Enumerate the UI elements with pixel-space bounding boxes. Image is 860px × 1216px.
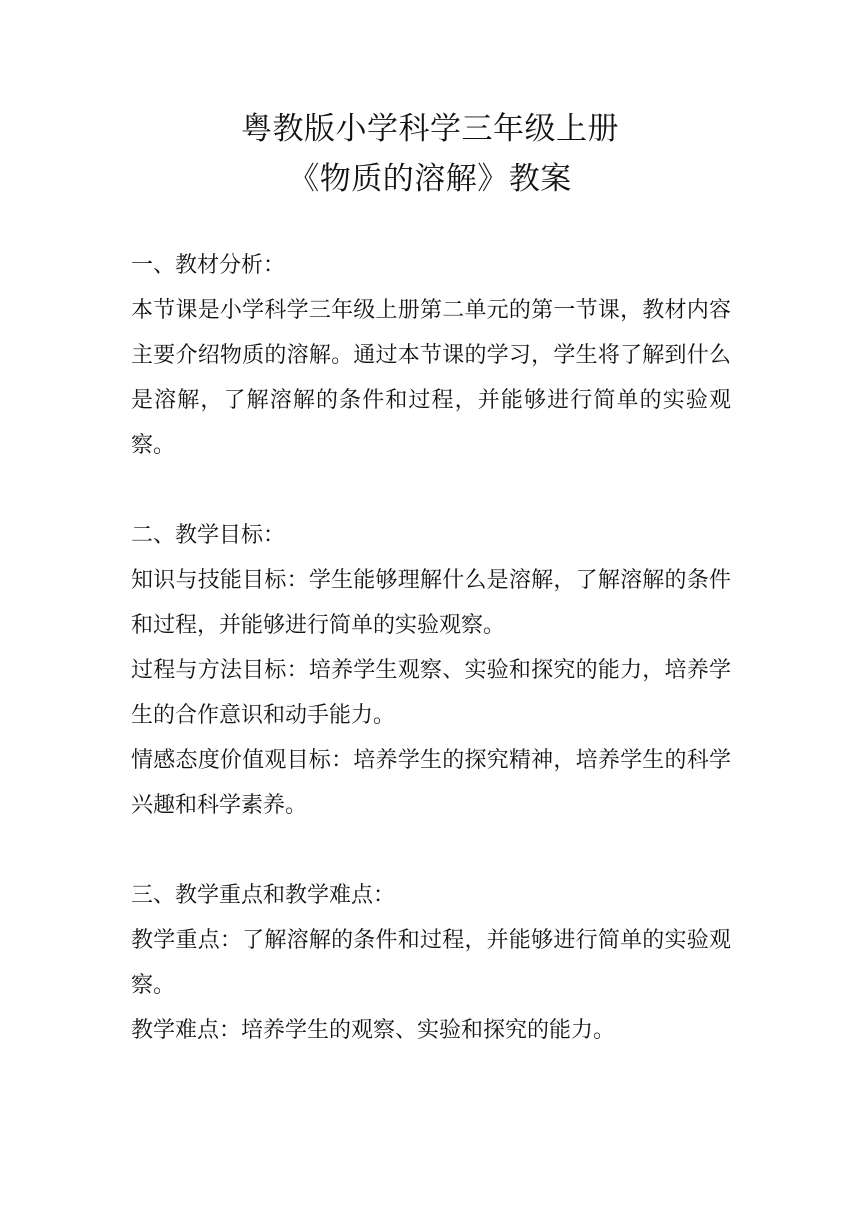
document-title (0, 104, 860, 204)
paragraph: 知识与技能目标：学生能够理解什么是溶解，了解溶解的条件和过程，并能够进行简单的实验观察。 (131, 568, 731, 638)
paragraph: 情感态度价值观目标：培养学生的探究精神，培养学生的科学兴趣和科学素养。 (131, 748, 731, 818)
document-body (131, 243, 731, 1053)
section-heading: 二、教学目标： (131, 523, 286, 548)
section-heading: 一、教材分析： (131, 253, 286, 278)
section-heading: 三、教学重点和教学难点： (131, 883, 396, 908)
title-line-2: 《物质的溶解》教案 (288, 161, 572, 197)
paragraph: 教学重点：了解溶解的条件和过程，并能够进行简单的实验观察。 (131, 928, 731, 998)
section-textbook-analysis (131, 243, 731, 468)
section-spacer (131, 468, 731, 513)
section-teaching-goals (131, 513, 731, 828)
paragraph: 过程与方法目标：培养学生观察、实验和探究的能力，培养学生的合作意识和动手能力。 (131, 658, 731, 728)
section-spacer (131, 828, 731, 873)
title-line-1: 粤教版小学科学三年级上册 (241, 111, 619, 147)
paragraph: 教学难点：培养学生的观察、实验和探究的能力。 (131, 1018, 616, 1043)
section-key-points (131, 873, 731, 1053)
paragraph: 本节课是小学科学三年级上册第二单元的第一节课，教材内容主要介绍物质的溶解。通过本节课的学习，学生将了解到什么是溶解，了解溶解的条件和过程，并能够进行简单的实验观察。 (131, 298, 731, 458)
